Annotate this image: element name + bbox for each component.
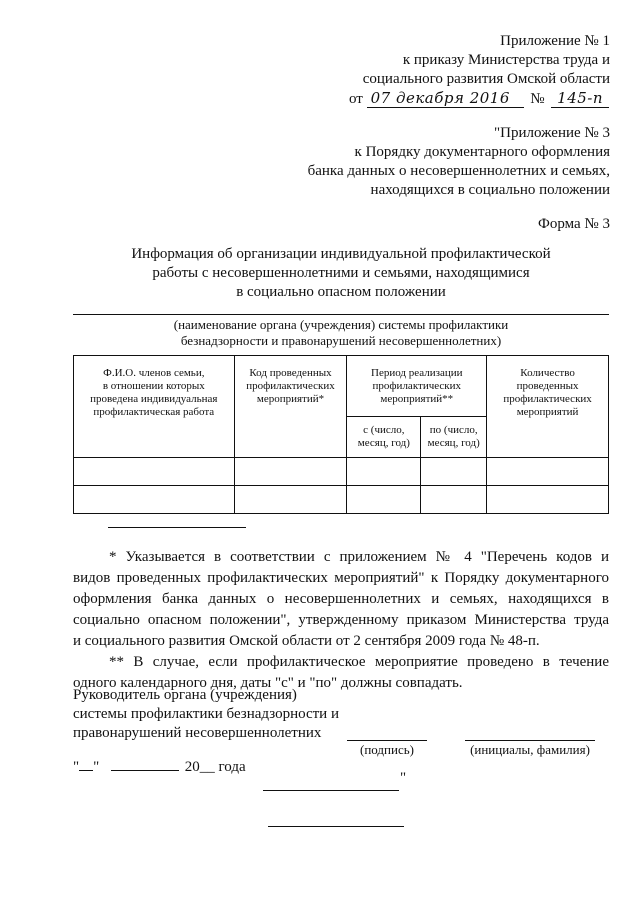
table-cell[interactable] [487, 458, 609, 486]
header-period-to: по (число, месяц, год) [421, 417, 487, 458]
footnote-1-line: социально опасном положении", утвержденному приказом Министерства труда [73, 612, 609, 628]
appendix1-line2: к приказу Министерства труда и [402, 52, 610, 68]
footnote-1-line: оформления банка данных о несовершеннолетних и семьях, находящихся в [73, 591, 609, 607]
month-field[interactable] [111, 756, 179, 771]
appendix1-date-row [349, 89, 609, 108]
header-count: Количество проведенных профилактических мероприятий [487, 356, 609, 458]
table-row [74, 458, 609, 486]
name-line[interactable] [465, 740, 595, 741]
sign-caption: (подпись) [360, 742, 414, 757]
table-cell[interactable] [347, 486, 421, 514]
table-cell[interactable] [74, 486, 235, 514]
footnote-2-line: одного календарного дня, даты "с" и "по" должны совпадать. [73, 675, 463, 691]
bottom-line-2 [268, 826, 404, 827]
name-caption: (инициалы, фамилия) [470, 742, 590, 757]
header-period-from: с (число, месяц, год) [347, 417, 421, 458]
title-line1: Информация об организации индивидуальной профилактической [131, 246, 551, 262]
appendix1-line3: социального развития Омской области [362, 71, 610, 87]
org-name-line [73, 314, 609, 315]
table-cell[interactable] [421, 458, 487, 486]
day-field[interactable] [79, 756, 93, 771]
org-caption-line2: безнадзорности и правонарушений несовершеннолетних) [180, 333, 502, 348]
title-line2: работы с несовершеннолетними и семьями, находящимися [152, 265, 530, 281]
info-table [73, 355, 609, 514]
table-cell[interactable] [347, 458, 421, 486]
header-code: Код проведенных профилактических мероприятий* [234, 356, 347, 458]
table-cell[interactable] [421, 486, 487, 514]
appendix1-line1: Приложение № 1 [500, 33, 610, 49]
date-open-quote: " [73, 759, 80, 775]
footnote-1-line: видов проведенных профилактических мероприятий" к Порядку документарного [73, 570, 609, 586]
appendix3-line1: "Приложение № 3 [494, 125, 610, 141]
bottom-line-1 [263, 790, 399, 791]
number-handwritten: 145-п [551, 89, 609, 108]
header-fio: Ф.И.О. членов семьи, в отношении которых проведена индивидуальная профилактическая работа [74, 356, 235, 458]
org-caption-line1: (наименование органа (учреждения) системы профилактики [173, 317, 509, 332]
table-cell[interactable] [234, 486, 347, 514]
table-cell[interactable] [487, 486, 609, 514]
header-period: Период реализации профилактических мероприятий** [347, 356, 487, 417]
signature-line[interactable] [347, 740, 427, 741]
table-header-row [74, 356, 609, 417]
date-close-quote: " [93, 759, 100, 775]
appendix3-line2: к Порядку документарного оформления [354, 144, 610, 160]
table-row [74, 486, 609, 514]
table-cell[interactable] [234, 458, 347, 486]
signature-date-row [73, 756, 246, 776]
footnote-1-line: и социального развития Омской области от 2 сентября 2009 года № 48-п. [73, 633, 540, 649]
date-prefix: от [349, 91, 363, 107]
signature-line1: Руководитель органа (учреждения) [73, 687, 297, 703]
number-prefix: № [530, 91, 545, 107]
footnote-separator [108, 527, 246, 528]
footnote-2-line: ** В случае, если профилактическое мероприятие проведено в течение [109, 654, 609, 670]
year-text: 20__ года [184, 759, 246, 775]
signature-line3: правонарушений несовершеннолетних [73, 725, 322, 741]
footnote-1-line: * Указывается в соответствии с приложением № 4 "Перечень кодов и [109, 549, 609, 565]
date-handwritten: 07 декабря 2016 [367, 89, 524, 108]
signature-line2: системы профилактики безнадзорности и [73, 706, 339, 722]
closing-quote: " [400, 770, 407, 786]
appendix3-line3: банка данных о несовершеннолетних и семьях, [307, 163, 610, 179]
footnote-1 [73, 547, 609, 652]
appendix3-line4: находящихся в социально положении [370, 182, 610, 198]
title-line3: в социально опасном положении [236, 284, 446, 300]
form-label: Форма № 3 [538, 216, 610, 232]
table-cell[interactable] [74, 458, 235, 486]
